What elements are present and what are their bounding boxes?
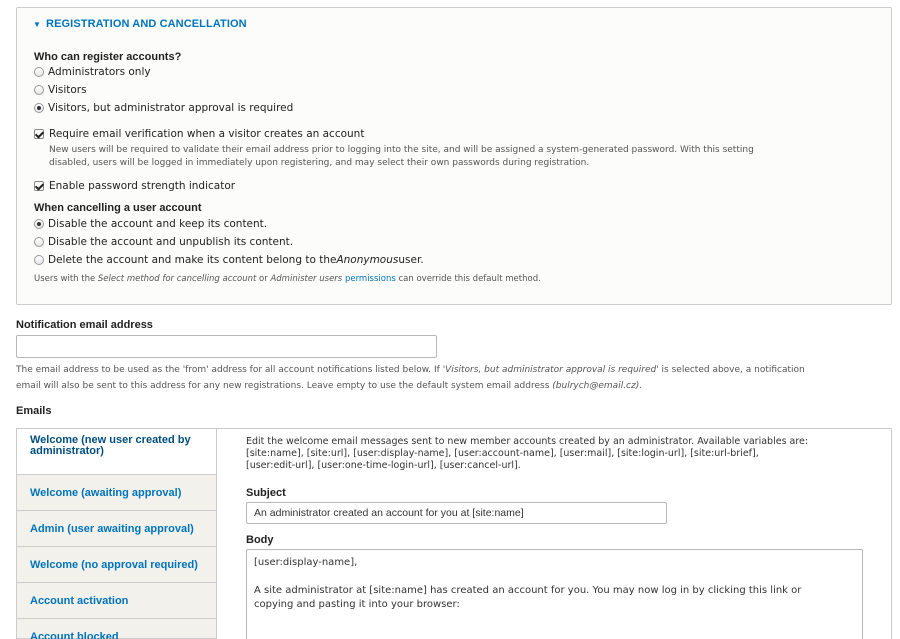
tab-welcome-admin-created[interactable]: Welcome (new user created by administrator) [17,429,218,475]
cancel-account-label: When cancelling a user account [34,202,202,214]
registration-legend[interactable] [33,18,247,30]
registration-fieldset [16,7,892,305]
tab-admin-awaiting-approval[interactable]: Admin (user awaiting approval) [17,511,217,547]
cancel-method-note: Users with the Select method for cancelling account or Administer users permissions can override this default method. [34,274,541,284]
body-label: Body [246,534,274,546]
notification-email-description: The email address to be used as the 'from' address for all account notifications listed below. If 'Visitors, but administrator approval is required' is selected above, a notification email will also be sent to this address for any new registrations. Leave empty to use the default system email address (bulrych@email.cz). [16,365,805,391]
tab-welcome-no-approval[interactable]: Welcome (no approval required) [17,547,217,583]
radio-icon[interactable] [34,67,44,77]
welcome-email-intro: Edit the welcome email messages sent to new member accounts created by an administrator. Available variables are: [site:name], [site:url], [user:display-name], [user:account-name], [user:mail], [site:login-url], [site:url-brief], [user:edit-url], [user:one-time-login-url], [user:cancel-url]. [246,436,809,471]
radio-visitors[interactable]: Visitors [34,83,87,97]
radio-icon[interactable] [34,237,44,247]
subject-input[interactable] [246,502,667,524]
body-textarea[interactable]: [user:display-name], A site administrator at [site:name] has created an account for you. You may now log in by clicking this link or copying and pasting it into your browser: [246,549,863,639]
tab-welcome-awaiting-approval[interactable]: Welcome (awaiting approval) [17,475,217,511]
radio-cancel-anonymous[interactable]: Delete the account and make its content belong to the Anonymous user. [34,253,424,267]
who-can-register-label: Who can register accounts? [34,51,182,63]
checkbox-email-verification[interactable]: Require email verification when a visitor creates an account [34,127,364,141]
checkbox-password-strength[interactable]: Enable password strength indicator [34,179,235,193]
email-vertical-tabs [16,428,217,639]
radio-selected-icon[interactable] [34,219,44,229]
radio-administrators-only[interactable]: Administrators only [34,65,151,79]
radio-selected-icon[interactable] [34,103,44,113]
radio-cancel-unpublish[interactable]: Disable the account and unpublish its content. [34,235,293,249]
permissions-link[interactable]: permissions [344,274,396,284]
radio-cancel-keep-content[interactable]: Disable the account and keep its content. [34,217,267,231]
checkbox-checked-icon[interactable] [34,181,44,191]
registration-legend-text: REGISTRATION AND CANCELLATION [46,18,247,30]
email-tab-pane [216,428,892,639]
email-verification-description: New users will be required to validate their email address prior to logging into the site, and will be assigned a system-generated password. With this setting disabled, users will be logged in immediately upon registering, and may select their own passwords during registration. [49,145,754,168]
tab-account-blocked[interactable]: Account blocked [17,619,217,639]
emails-label: Emails [16,405,52,417]
collapse-triangle-icon: ▼ [33,20,42,29]
subject-label: Subject [246,487,286,499]
notification-email-label: Notification email address [16,319,153,331]
checkbox-checked-icon[interactable] [34,129,44,139]
radio-icon[interactable] [34,85,44,95]
radio-icon[interactable] [34,255,44,265]
notification-email-input[interactable] [16,335,437,358]
radio-visitors-approval[interactable]: Visitors, but administrator approval is required [34,101,293,115]
tab-account-activation[interactable]: Account activation [17,583,217,619]
